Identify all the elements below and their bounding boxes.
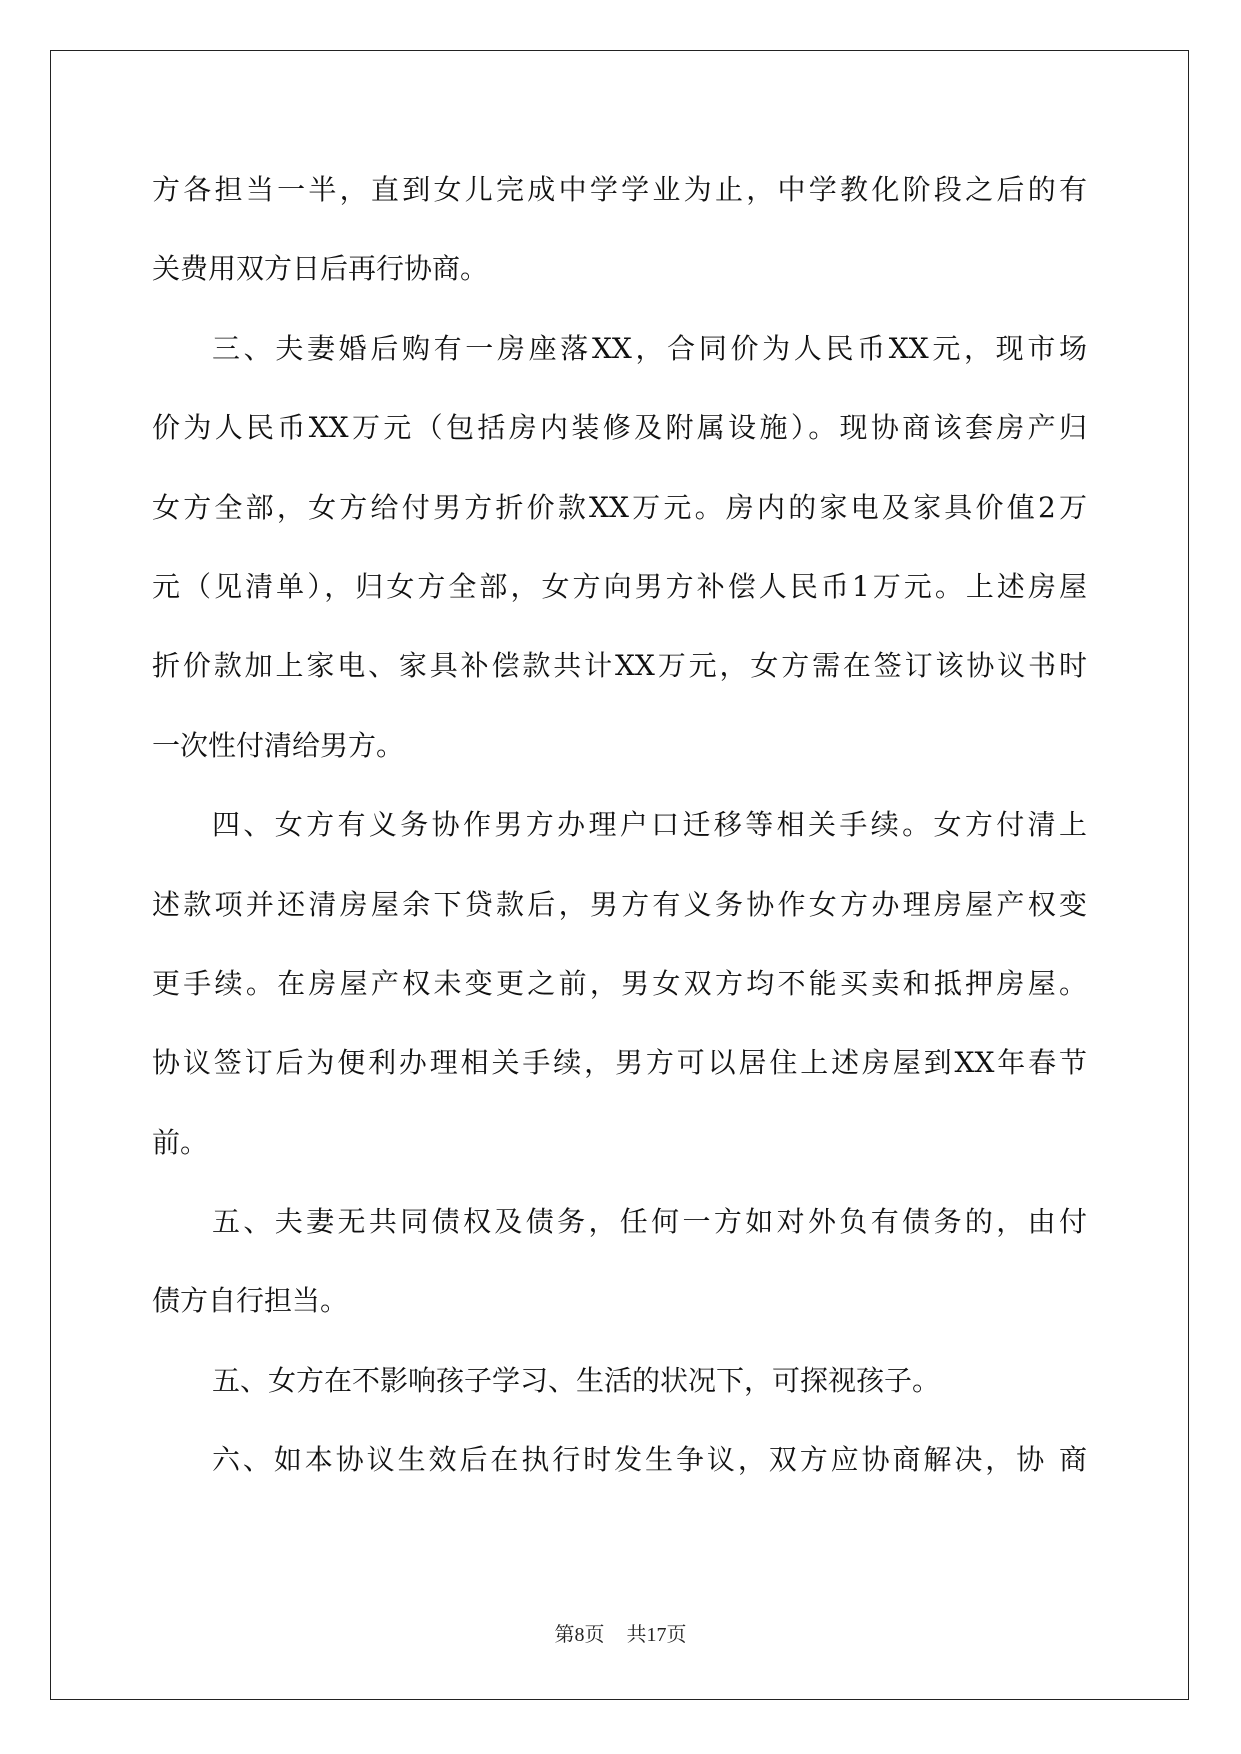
page-footer	[0, 1618, 1241, 1647]
paragraph-start-line: 四、女方有义务协作男方办理户口迁移等相关手续。女方付清上	[212, 808, 1087, 842]
page-number-total: 共17页	[626, 1624, 687, 1646]
text-line: 债方自行担当。	[152, 1284, 349, 1318]
text-line: 述款项并还清房屋余下贷款后，男方有义务协作女方办理房屋产权变	[152, 887, 1087, 921]
paragraph-start-line: 五、夫妻无共同债权及债务，任何一方如对外负有债务的，由付	[212, 1205, 1087, 1239]
page-number-current: 第8页	[554, 1624, 605, 1646]
text-line: 女方全部，女方给付男方折价款XX万元。房内的家电及家具价值2万	[152, 490, 1087, 524]
paragraph-start-line: 六、如本协议生效后在执行时发生争议，双方应协商解决，协 商	[212, 1443, 1087, 1477]
text-line: 价为人民币XX万元（包括房内装修及附属设施）。现协商该套房产归	[152, 411, 1087, 445]
text-line: 前。	[152, 1125, 209, 1159]
text-line: 更手续。在房屋产权未变更之前，男女双方均不能买卖和抵押房屋。	[152, 966, 1087, 1000]
text-line: 一次性付清给男方。	[152, 728, 405, 762]
paragraph-start-line: 五、女方在不影响孩子学习、生活的状况下，可探视孩子。	[212, 1363, 941, 1397]
text-line: 元（见清单），归女方全部，女方向男方补偿人民币1万元。上述房屋	[152, 569, 1087, 603]
text-line: 方各担当一半，直到女儿完成中学学业为止，中学教化阶段之后的有	[152, 173, 1087, 206]
text-line: 折价款加上家电、家具补偿款共计XX万元，女方需在签订该协议书时	[152, 649, 1087, 683]
text-line: 关费用双方日后再行协商。	[152, 252, 489, 286]
document-body	[152, 150, 1087, 1500]
paragraph-start-line: 三、夫妻婚后购有一房座落XX，合同价为人民币XX元，现市场	[212, 331, 1087, 365]
text-line: 协议签订后为便利办理相关手续，男方可以居住上述房屋到XX年春节	[152, 1046, 1087, 1080]
